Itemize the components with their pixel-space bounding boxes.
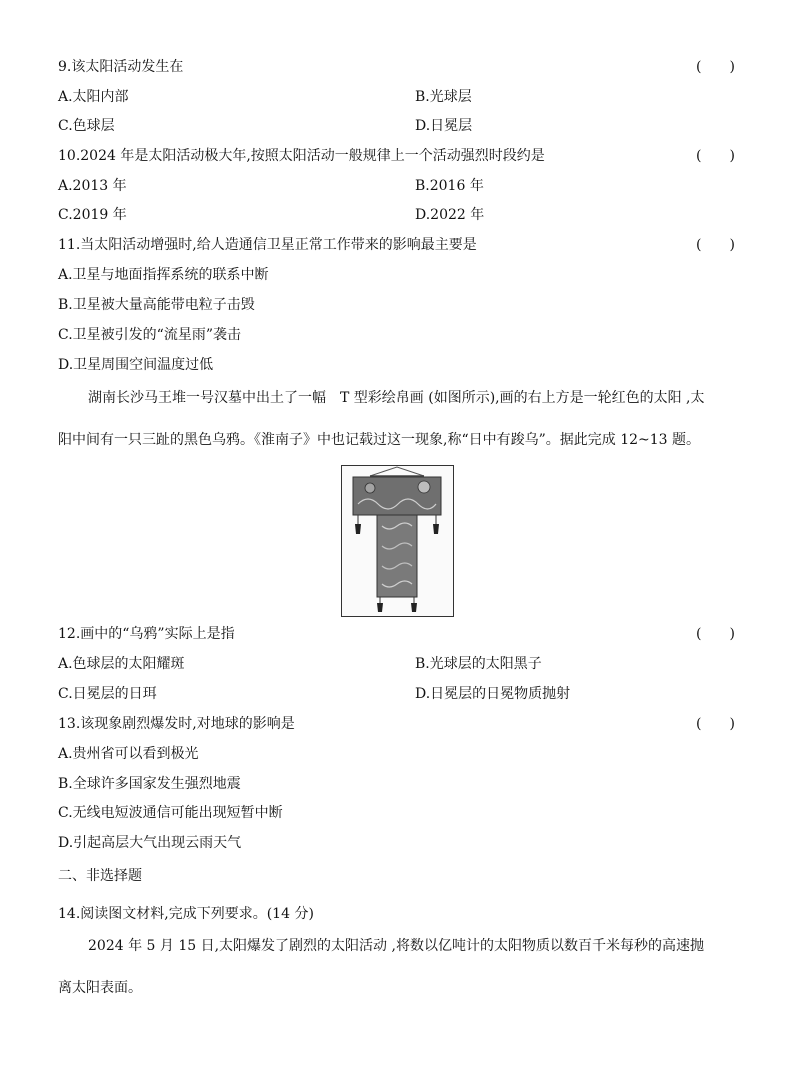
q14-paragraph-line-1: 2024 年 5 月 15 日,太阳爆发了剧烈的太阳活动 ,将数以亿吨计的太阳物质以数百千米每秒的高速抛: [88, 938, 704, 954]
q9-answer-bracket: ( ): [696, 59, 735, 75]
t-shaped-silk-painting-image: [342, 466, 453, 616]
q10-answer-bracket: ( ): [696, 148, 735, 164]
q13-option-b: B.全球许多国家发生强烈地震: [58, 776, 241, 792]
q10-stem: 10.2024 年是太阳活动极大年,按照太阳活动一般规律上一个活动强烈时段约是: [58, 148, 545, 164]
q11-option-c: C.卫星被引发的“流星雨”袭击: [58, 327, 241, 343]
q12-option-d: D.日冕层的日冕物质抛射: [415, 686, 571, 702]
q11-stem: 11.当太阳活动增强时,给人造通信卫星正常工作带来的影响最主要是: [58, 237, 477, 253]
q11-option-b: B.卫星被大量高能带电粒子击毁: [58, 297, 255, 313]
q11-option-d: D.卫星周围空间温度过低: [58, 357, 214, 373]
q12-option-a: A.色球层的太阳耀斑: [58, 656, 185, 672]
passage-line-2: 阳中间有一只三趾的黑色乌鸦。《淮南子》中也记载过这一现象,称“日中有踆乌”。据此完成 12~13 题。: [58, 432, 701, 448]
q14-paragraph-line-2: 离太阳表面。: [58, 980, 142, 996]
q11-answer-bracket: ( ): [696, 237, 735, 253]
q10-option-a: A.2013 年: [58, 178, 127, 194]
q9-option-a: A.太阳内部: [58, 89, 129, 105]
q12-option-c: C.日冕层的日珥: [58, 686, 157, 702]
silk-painting-figure: [341, 465, 454, 617]
q14-stem: 14.阅读图文材料,完成下列要求。(14 分): [58, 906, 314, 922]
q12-stem: 12.画中的“乌鸦”实际上是指: [58, 626, 235, 642]
q11-option-a: A.卫星与地面指挥系统的联系中断: [58, 267, 269, 283]
q9-stem: 9.该太阳活动发生在: [58, 59, 184, 75]
section-heading: 二、非选择题: [58, 868, 142, 884]
q9-option-d: D.日冕层: [415, 118, 473, 134]
q13-answer-bracket: ( ): [696, 716, 735, 732]
q13-option-d: D.引起高层大气出现云雨天气: [58, 835, 242, 851]
q10-option-b: B.2016 年: [415, 178, 484, 194]
q9-option-b: B.光球层: [415, 89, 472, 105]
q9-option-c: C.色球层: [58, 118, 115, 134]
q12-option-b: B.光球层的太阳黑子: [415, 656, 542, 672]
q13-option-c: C.无线电短波通信可能出现短暂中断: [58, 805, 283, 821]
q13-option-a: A.贵州省可以看到极光: [58, 746, 199, 762]
q10-option-c: C.2019 年: [58, 207, 127, 223]
q12-answer-bracket: ( ): [696, 626, 735, 642]
q10-option-d: D.2022 年: [415, 207, 485, 223]
q13-stem: 13.该现象剧烈爆发时,对地球的影响是: [58, 716, 295, 732]
passage-line-1: 湖南长沙马王堆一号汉墓中出土了一幅 T 型彩绘帛画 (如图所示),画的右上方是一轮红色的太阳 ,太: [88, 390, 705, 406]
